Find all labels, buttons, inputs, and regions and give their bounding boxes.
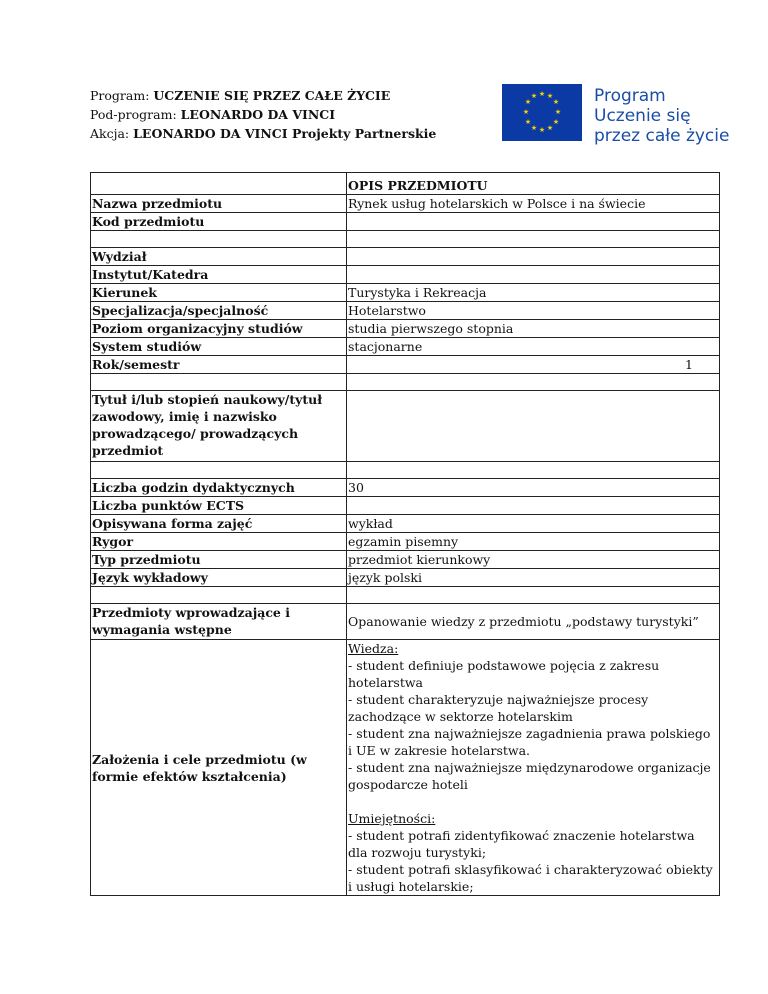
logo-text <box>594 86 729 146</box>
logo-line-2: Uczenie się <box>594 106 691 126</box>
rygor-value: egzamin pisemny <box>347 533 720 551</box>
ects-label: Liczba punktów ECTS <box>91 497 347 515</box>
kod-label: Kod przedmiotu <box>91 213 347 231</box>
row-godziny <box>91 479 720 497</box>
umiejetnosci-item: - student potrafi zidentyfikować znaczenie hotelarstwa dla rozwoju turystyki; <box>348 828 695 860</box>
svg-text:★: ★ <box>522 108 530 116</box>
godziny-value: 30 <box>347 479 720 497</box>
wiedza-item: - student zna najważniejsze międzynarodowe organizacje gospodarcze hoteli <box>348 760 711 792</box>
document-header <box>90 86 436 143</box>
row-spacer <box>91 462 720 479</box>
rok-label: Rok/semestr <box>91 356 347 374</box>
specjalizacja-value: Hotelarstwo <box>347 302 720 320</box>
row-tytul <box>91 391 720 462</box>
row-ects <box>91 497 720 515</box>
kod-value <box>347 213 720 231</box>
row-instytut <box>91 266 720 284</box>
zalozenia-content <box>347 640 720 896</box>
svg-text:★: ★ <box>546 124 554 132</box>
row-wydzial <box>91 248 720 266</box>
svg-text:★: ★ <box>524 98 532 106</box>
row-title <box>91 173 720 195</box>
row-poziom <box>91 320 720 338</box>
poziom-value: studia pierwszego stopnia <box>347 320 720 338</box>
poziom-label: Poziom organizacyjny studiów <box>91 320 347 338</box>
umiejetnosci-heading: Umiejętności: <box>348 811 436 826</box>
wymagania-label: Przedmioty wprowadzające i wymagania wstępne <box>91 604 347 640</box>
lifelong-learning-logo <box>502 84 768 154</box>
rok-value: 1 <box>347 356 720 374</box>
svg-text:★: ★ <box>530 124 538 132</box>
row-forma <box>91 515 720 533</box>
nazwa-label: Nazwa przedmiotu <box>91 195 347 213</box>
kierunek-label: Kierunek <box>91 284 347 302</box>
svg-text:★: ★ <box>524 118 532 126</box>
row-specjalizacja <box>91 302 720 320</box>
wiedza-item: - student zna najważniejsze zagadnienia prawa polskiego i UE w zakresie hotelarstwa. <box>348 726 711 758</box>
logo-line-1: Program <box>594 86 666 106</box>
forma-value: wykład <box>347 515 720 533</box>
system-label: System studiów <box>91 338 347 356</box>
row-kod <box>91 213 720 231</box>
svg-text:★: ★ <box>546 92 554 100</box>
zalozenia-label: Założenia i cele przedmiotu (w formie efektów kształcenia) <box>91 640 347 896</box>
program-value: UCZENIE SIĘ PRZEZ CAŁE ŻYCIE <box>153 88 391 103</box>
jezyk-label: Język wykładowy <box>91 569 347 587</box>
row-typ <box>91 551 720 569</box>
row-system <box>91 338 720 356</box>
instytut-label: Instytut/Katedra <box>91 266 347 284</box>
row-rok <box>91 356 720 374</box>
kierunek-value: Turystyka i Rekreacja <box>347 284 720 302</box>
program-label: Program: <box>90 88 150 103</box>
row-rygor <box>91 533 720 551</box>
typ-label: Typ przedmiotu <box>91 551 347 569</box>
table-title: OPIS PRZEDMIOTU <box>347 173 720 195</box>
svg-text:★: ★ <box>552 98 560 106</box>
action-value: LEONARDO DA VINCI Projekty Partnerskie <box>133 126 437 141</box>
specjalizacja-label: Specjalizacja/specjalność <box>91 302 347 320</box>
svg-text:★: ★ <box>530 92 538 100</box>
nazwa-value: Rynek usług hotelarskich w Polsce i na świecie <box>347 195 720 213</box>
svg-text:★: ★ <box>538 90 546 98</box>
wymagania-value: Opanowanie wiedzy z przedmiotu „podstawy turystyki” <box>347 604 720 640</box>
tytul-label: Tytuł i/lub stopień naukowy/tytuł zawodowy, imię i nazwisko prowadzącego/ prowadzących przedmiot <box>91 391 347 462</box>
row-spacer <box>91 231 720 248</box>
action-line <box>90 124 436 143</box>
action-label: Akcja: <box>90 126 130 141</box>
row-spacer <box>91 374 720 391</box>
eu-flag-icon <box>502 84 582 141</box>
subprogram-line <box>90 105 436 124</box>
svg-text:★: ★ <box>552 118 560 126</box>
row-kierunek <box>91 284 720 302</box>
wydzial-label: Wydział <box>91 248 347 266</box>
row-nazwa <box>91 195 720 213</box>
umiejetnosci-item: - student potrafi sklasyfikować i charakteryzować obiekty i usługi hotelarskie; <box>348 862 713 894</box>
wiedza-item: - student definiuje podstawowe pojęcia z zakresu hotelarstwa <box>348 658 660 690</box>
wiedza-heading: Wiedza: <box>348 641 399 656</box>
godziny-label: Liczba godzin dydaktycznych <box>91 479 347 497</box>
row-jezyk <box>91 569 720 587</box>
row-zalozenia <box>91 640 720 896</box>
program-line <box>90 86 436 105</box>
svg-text:★: ★ <box>538 126 546 134</box>
rygor-label: Rygor <box>91 533 347 551</box>
logo-line-3: przez całe życie <box>594 126 730 146</box>
typ-value: przedmiot kierunkowy <box>347 551 720 569</box>
jezyk-value: język polski <box>347 569 720 587</box>
subprogram-value: LEONARDO DA VINCI <box>180 107 336 122</box>
forma-label: Opisywana forma zajęć <box>91 515 347 533</box>
subprogram-label: Pod-program: <box>90 107 177 122</box>
course-description-table <box>90 172 720 896</box>
system-value: stacjonarne <box>347 338 720 356</box>
row-spacer <box>91 587 720 604</box>
row-wymagania <box>91 604 720 640</box>
wiedza-item: - student charakteryzuje najważniejsze procesy zachodzące w sektorze hotelarskim <box>348 692 649 724</box>
svg-text:★: ★ <box>554 108 562 116</box>
